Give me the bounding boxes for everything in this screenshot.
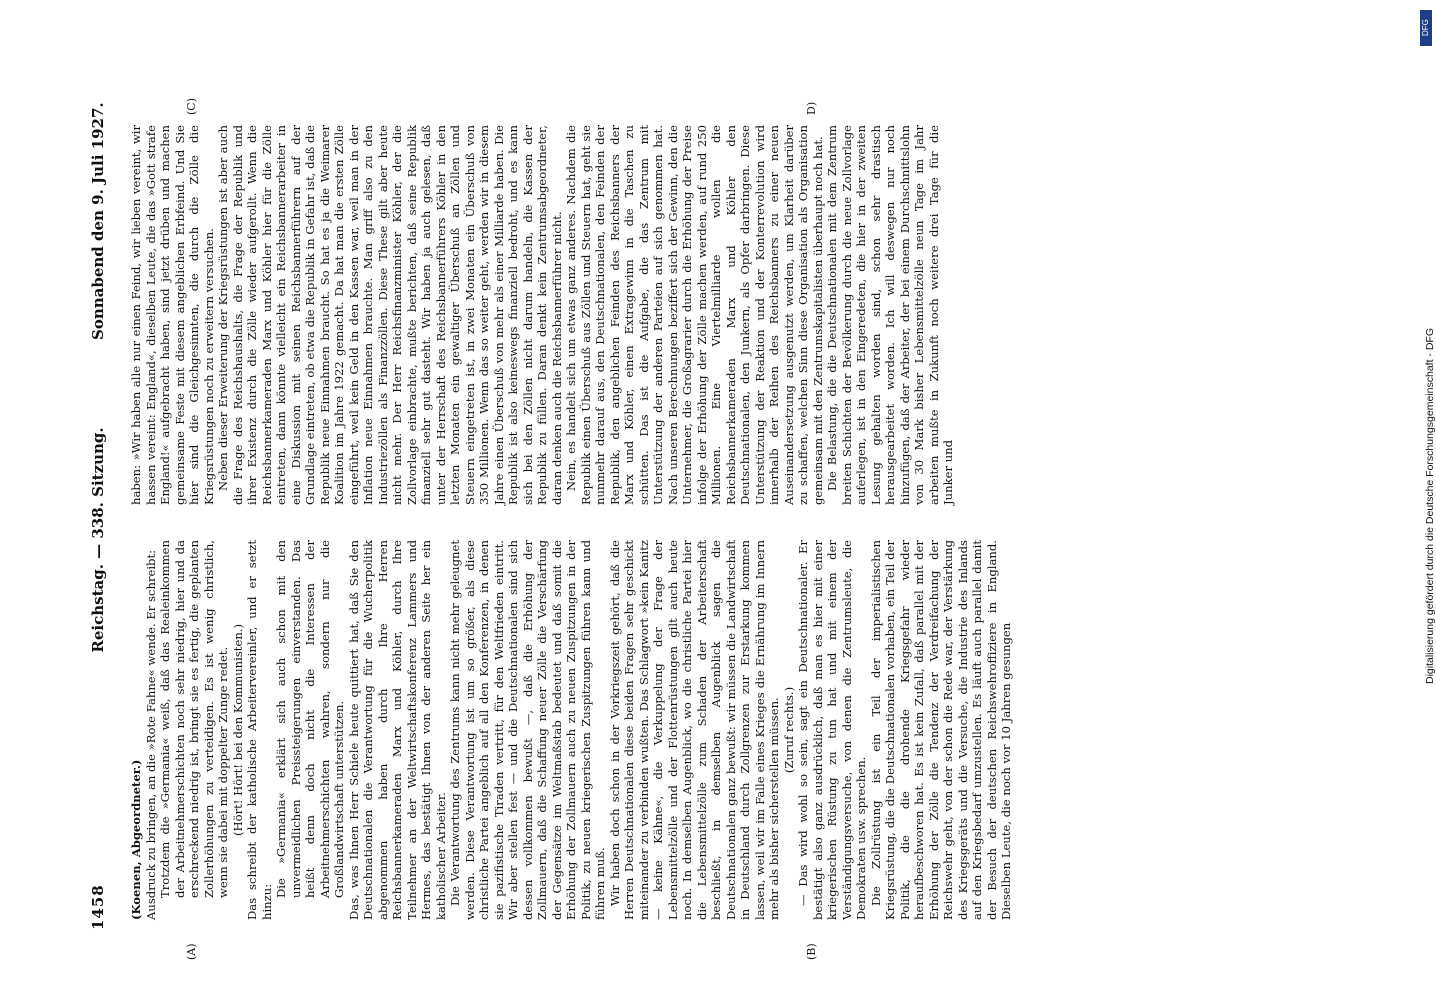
- right-column: [129, 125, 956, 505]
- paragraph: haben: »Wir haben alle nur einen Feind, wir lieben vereint, wir hassen vereint: England«, dieselben Leute, die das »Gott strafe England!« aufgebracht haben, sind jetzt drüben und machen gemeinsame Feste mit diesem angeblichen Erbfeind. Und Sie hier sind die Gleichgesinnten, die durch die Zölle die Kriegsrüstungen noch zu erweitern versuchen.: [129, 125, 216, 505]
- session-title: Reichstag. — 338. Sitzung.: [89, 427, 107, 653]
- paragraph: Die Verantwortung des Zentrums kann nicht mehr geleugnet werden. Diese Verantwortung ist um so größer, als diese christliche Partei angeblich auf all den Konferenzen, in denen sie pazifistische Tiraden vertritt, für den Weltfrieden eintritt. Wir aber stellen fest — und die Deutschnationalen sind sich dessen vollkommen bewußt —, daß die Erhöhung der Zollmauern, daß die Schaffung neuer Zölle die Verschärfung der Gegensätze im Weltmaßstab bedeutet und daß somit die Erhöhung der Zollmauern auch zu neuen Zuspitzungen in der Politik, zu neuen kriegerischen Zuspitzungen führen kann und führen muß.: [448, 540, 607, 920]
- paragraph: Das schreibt der katholische Arbeitervereinler, und er setzt hinzu:: [245, 540, 274, 920]
- interjection: (Hört! Hört! bei den Kommunisten.): [230, 624, 245, 837]
- paragraph: Die Zollrüstung ist ein Teil der imperialistischen Kriegsrüstung, die die Deutschnationalen vorhaben, ein Teil der Politik, die die drohende Kriegsgefahr wieder heraufbeschworen hat. Es ist kein Zufall, daß parallel mit der Erhöhung der Zölle die Tendenz der Verdreifachung der Reichswehr geht, von der schon die Rede war, der Verstärkung des Kriegsgeräts und die Versuche, die Industrie des Inlands auf den Kriegsbedarf umzustellen. Es läuft auch parallel damit der Besuch der deutschen Reichswehroffiziere in England. Dieselben Leute, die noch vor 10 Jahren gesungen: [868, 540, 1013, 920]
- page-number: 1458: [89, 884, 107, 930]
- digitization-sidebar: [1420, 0, 1434, 1000]
- speaker-label: (Koenen, Abgeordneter.): [129, 759, 143, 920]
- margin-mark-a: (A): [185, 943, 198, 960]
- margin-mark-d: D): [805, 101, 818, 115]
- digitization-note: Digitalisierung gefördert durch die Deutsche Forschungsgemeinschaft - DFG: [1424, 328, 1436, 685]
- dfg-logo: DFG: [1420, 10, 1432, 46]
- interjection: (Zuruf rechts.): [781, 686, 796, 774]
- paragraph: — Das wird wohl so sein, sagt ein Deutschnationaler. Er bestätigt also ganz ausdrücklich, daß man es hier mit einer kriegerischen Rüstung zu tun hat und mit einem der Verständigungsversuche, von denen die Zentrumsleute, die Demokraten usw. sprechen.: [796, 540, 868, 920]
- margin-mark-b: (B): [805, 943, 818, 960]
- session-date: Sonnabend den 9. Juli 1927.: [89, 102, 107, 340]
- paragraph: Die Belastung, die die Deutschnationalen mit dem Zentrum breiten Schichten der Bevölkerung durch die neue Zollvorlage auferlegen, ist in den Eingeredeten, die hier in der zweiten Lesung gehalten worden sind, schon sehr drastisch herausgearbeitet worden. Ich will deswegen nur noch hinzufügen, daß der Arbeiter, der bei einem Durchschnittslohn von 30 Mark bisher Lebensmittelzölle neun Tage im Jahr arbeiten mußte in Zukunft noch weitere drei Tage für die Junker und: [825, 125, 955, 505]
- quotation: Trotzdem die »Germania« weiß, daß das Realeinkommen der Arbeitnehmerschichten noch sehr niedrig, hier und da erschreckend niedrig ist, bringt sie es fertig, die geplanten Zollerhöhungen zu verteidigen. Es ist wenig christlich, wenn sie dabei mit doppelter Zunge redet.: [158, 540, 230, 898]
- paragraph: Das, was Ihnen Herr Schiele heute quittiert hat, daß Sie den Deutschnationalen die Verantwortung für die Wucherpolitik abgenommen haben durch Ihre Herren Reichsbannerkameraden Marx und Köhler, durch Ihre Teilnehmer an der Weltwirtschaftskonferenz Lammers und Hermes, das bestätigt Ihnen von der anderen Seite her ein katholischer Arbeiter.: [346, 540, 448, 920]
- paragraph: Ausdruck zu bringen, an die »Rote Fahne« wende. Er schreibt:: [143, 549, 158, 920]
- quotation: Die »Germania« erklärt sich auch schon mit den unvermeidlichen Preissteigerungen einverstanden. Das heißt denn doch nicht die Interessen der Arbeitnehmerschichten wahren, sondern nur die Großlandwirtschaft unterstützen.: [274, 540, 346, 898]
- left-column: [129, 540, 1014, 920]
- paragraph: Nein, es handelt sich um etwas ganz anderes. Nachdem die Republik einen Überschuß aus Zöllen und Steuern hat, geht sie nunmehr darauf aus, den Deutschnationalen, den Feinden der Republik, den angeblichen Feinden des Reichsbanners der Marx und Köhler, einen Extragewinn in die Taschen zu schütten. Das ist die Aufgabe, die das Zentrum mit Unterstützung der anderen Parteien auf sich genommen hat. Nach unseren Berechnungen beziffert sich der Gewinn, den die Unternehmer, die Großagrarier durch die Erhöhung der Preise infolge der Erhöhung der Zölle machen werden, auf rund 250 Millionen. Eine Viertelmilliarde wollen die Reichsbannerkameraden Marx und Köhler den Deutschnationalen, den Junkern, als Opfer darbringen. Diese Unterstützung der Reaktion und der Konterrevolution wird innerhalb der Reihen des Reichsbanners zu einer neuen Auseinandersetzung ausgenutzt werden, um Klarheit darüber zu schaffen, welchen Sinn diese Organisation als Organisation gemeinsam mit den Zentrumskapitalisten überhaupt noch hat.: [564, 125, 825, 505]
- margin-mark-c: (C): [185, 98, 198, 115]
- page-header: [85, 100, 123, 930]
- paragraph: Wir haben doch schon in der Vorkriegszeit gehört, daß die Herren Deutschnationalen diese beiden Fragen sehr geschickt miteinander zu verbinden wußten. Das Schlagwort »kein Kanitz — keine Kähne«, die Verkuppelung der Frage der Lebensmittelzölle und der Flottenrüstungen gilt auch heute noch. In demselben Augenblick, wo die christliche Partei hier die Lebensmittelzölle zum Schaden der Arbeiterschaft beschließt, in demselben Augenblick sagen die Deutschnationalen ganz bewußt: wir müssen die Landwirtschaft in Deutschland durch Zollgrenzen zur Erstarkung kommen lassen, weil wir im Falle eines Krieges die Ernährung im Innern mehr als bisher sicherstellen müssen.: [607, 540, 781, 920]
- rotated-page-content: [85, 98, 1420, 960]
- paragraph: Neben dieser Erweiterung der Kriegsrüstungen ist aber auch die Frage des Reichshaushalts, die Frage der Republik und ihrer Existenz durch die Zölle wieder aufgerollt. Wenn die Reichsbannerkameraden Marx und Köhler hier für die Zölle eintreten, dann könnte vielleicht ein Reichsbannerarbeiter in eine Diskussion mit seinen Reichsbannerführern auf der Grundlage eintreten, ob etwa die Republik in Gefahr ist, daß die Republik neue Einnahmen braucht. So hat es ja die Weimarer Koalition im Jahre 1922 gemacht. Da hat man die ersten Zölle eingeführt, weil kein Geld in den Kassen war, weil man in der Inflation neue Einnahmen brauchte. Man griff also zu den Industriezöllen als Finanzzöllen. Diese These gilt aber heute nicht mehr. Der Herr Reichsfinanzminister Köhler, der die Zollvorlage einbrachte, mußte berichten, daß seine Republik finanziell sehr gut dasteht. Wir haben ja auch gelesen, daß unter der Herrschaft des Reichsbannerführers Köhler in den letzten Monaten ein gewaltiger Überschuß an Zöllen und Steuern eingetreten ist, in zwei Monaten ein Überschuß von 350 Millionen. Wenn das so weiter geht, werden wir in diesem Jahre einen Überschuß von mehr als einer Milliarde haben. Die Republik ist also keineswegs finanziell bedroht, und es kann sich bei den Zöllen nicht darum handeln, die Kassen der Republik zu füllen. Daran denkt kein Zentrumsabgeordneter, daran denken auch die Reichsbannerführer nicht.: [216, 125, 564, 505]
